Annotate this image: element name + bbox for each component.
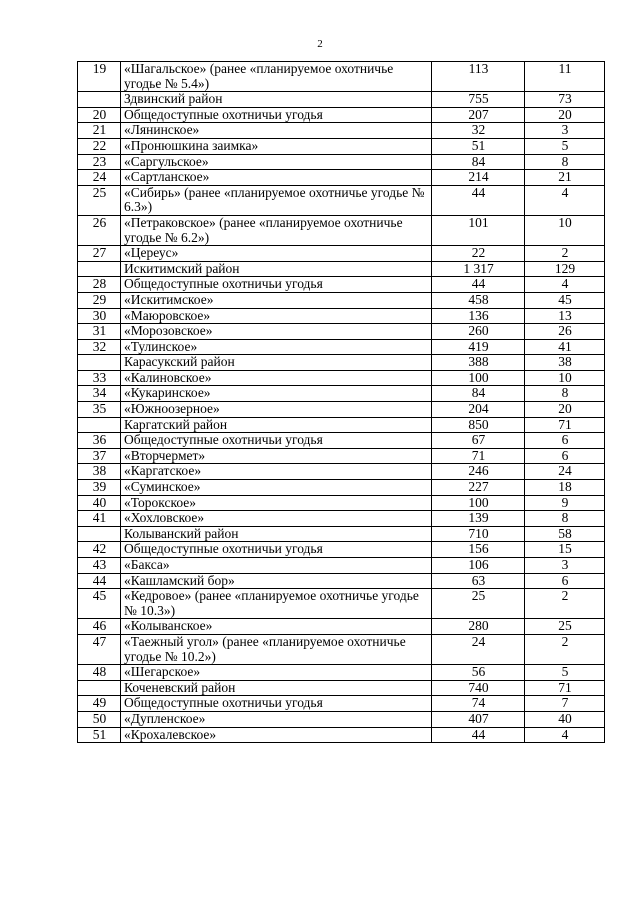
count-cell: 15 [525, 542, 605, 558]
count-cell: 26 [525, 324, 605, 340]
table-row [78, 62, 605, 92]
count-cell: 2 [525, 634, 605, 664]
table-body [78, 62, 605, 743]
table-row [78, 154, 605, 170]
row-number-cell: 32 [78, 339, 121, 355]
area-cell: 850 [432, 417, 525, 433]
row-number-cell: 34 [78, 386, 121, 402]
table-row [78, 123, 605, 139]
ground-name-cell: «Калиновское» [121, 370, 432, 386]
ground-name-cell: «Вторчермет» [121, 448, 432, 464]
row-number-cell [78, 92, 121, 108]
ground-name-cell: Общедоступные охотничьи угодья [121, 696, 432, 712]
count-cell: 5 [525, 138, 605, 154]
count-cell: 20 [525, 107, 605, 123]
count-cell: 4 [525, 185, 605, 215]
area-cell: 51 [432, 138, 525, 154]
count-cell: 20 [525, 402, 605, 418]
row-number-cell: 41 [78, 511, 121, 527]
table-row [78, 370, 605, 386]
row-number-cell [78, 261, 121, 277]
area-cell: 32 [432, 123, 525, 139]
hunting-grounds-table [77, 61, 605, 743]
count-cell: 2 [525, 589, 605, 619]
area-cell: 22 [432, 246, 525, 262]
row-number-cell: 50 [78, 711, 121, 727]
count-cell: 4 [525, 277, 605, 293]
ground-name-cell: Каргатский район [121, 417, 432, 433]
count-cell: 8 [525, 511, 605, 527]
table-row [78, 464, 605, 480]
count-cell: 5 [525, 665, 605, 681]
ground-name-cell: «Колыванское» [121, 619, 432, 635]
count-cell: 38 [525, 355, 605, 371]
ground-name-cell: Общедоступные охотничьи угодья [121, 542, 432, 558]
row-number-cell: 47 [78, 634, 121, 664]
area-cell: 84 [432, 154, 525, 170]
area-cell: 214 [432, 170, 525, 186]
ground-name-cell: «Петраковское» (ранее «планируемое охотничье угодье № 6.2») [121, 215, 432, 245]
count-cell: 129 [525, 261, 605, 277]
count-cell: 8 [525, 154, 605, 170]
table-row [78, 495, 605, 511]
ground-name-cell: «Крохалевское» [121, 727, 432, 743]
row-number-cell [78, 526, 121, 542]
ground-name-cell: «Шагальское» (ранее «планируемое охотничье угодье № 5.4») [121, 62, 432, 92]
row-number-cell: 28 [78, 277, 121, 293]
district-row [78, 417, 605, 433]
area-cell: 113 [432, 62, 525, 92]
row-number-cell: 35 [78, 402, 121, 418]
row-number-cell: 25 [78, 185, 121, 215]
row-number-cell: 24 [78, 170, 121, 186]
area-cell: 106 [432, 558, 525, 574]
area-cell: 204 [432, 402, 525, 418]
row-number-cell: 36 [78, 433, 121, 449]
ground-name-cell: «Сартланское» [121, 170, 432, 186]
count-cell: 3 [525, 123, 605, 139]
table-row [78, 589, 605, 619]
ground-name-cell: «Тулинское» [121, 339, 432, 355]
district-row [78, 355, 605, 371]
district-row [78, 92, 605, 108]
count-cell: 4 [525, 727, 605, 743]
ground-name-cell: Колыванский район [121, 526, 432, 542]
row-number-cell: 45 [78, 589, 121, 619]
area-cell: 84 [432, 386, 525, 402]
ground-name-cell: Общедоступные охотничьи угодья [121, 433, 432, 449]
table-row [78, 324, 605, 340]
row-number-cell: 39 [78, 480, 121, 496]
area-cell: 710 [432, 526, 525, 542]
count-cell: 2 [525, 246, 605, 262]
count-cell: 25 [525, 619, 605, 635]
ground-name-cell: Карасукский район [121, 355, 432, 371]
ground-name-cell: «Сибирь» (ранее «планируемое охотничье угодье № 6.3») [121, 185, 432, 215]
count-cell: 6 [525, 448, 605, 464]
row-number-cell: 38 [78, 464, 121, 480]
count-cell: 9 [525, 495, 605, 511]
table-row [78, 215, 605, 245]
table-row [78, 619, 605, 635]
row-number-cell: 23 [78, 154, 121, 170]
table-row [78, 573, 605, 589]
ground-name-cell: «Хохловское» [121, 511, 432, 527]
count-cell: 41 [525, 339, 605, 355]
count-cell: 10 [525, 215, 605, 245]
table-row [78, 558, 605, 574]
area-cell: 246 [432, 464, 525, 480]
row-number-cell: 43 [78, 558, 121, 574]
ground-name-cell: «Цереус» [121, 246, 432, 262]
table-row [78, 107, 605, 123]
row-number-cell: 37 [78, 448, 121, 464]
count-cell: 73 [525, 92, 605, 108]
count-cell: 6 [525, 433, 605, 449]
district-row [78, 680, 605, 696]
district-row [78, 261, 605, 277]
area-cell: 136 [432, 308, 525, 324]
count-cell: 40 [525, 711, 605, 727]
ground-name-cell: «Кедровое» (ранее «планируемое охотничье угодье № 10.3») [121, 589, 432, 619]
ground-name-cell: «Каргатское» [121, 464, 432, 480]
page-number: 2 [317, 38, 323, 50]
count-cell: 6 [525, 573, 605, 589]
count-cell: 24 [525, 464, 605, 480]
count-cell: 71 [525, 680, 605, 696]
count-cell: 45 [525, 292, 605, 308]
row-number-cell: 49 [78, 696, 121, 712]
area-cell: 156 [432, 542, 525, 558]
ground-name-cell: «Бакса» [121, 558, 432, 574]
count-cell: 71 [525, 417, 605, 433]
row-number-cell: 29 [78, 292, 121, 308]
area-cell: 100 [432, 370, 525, 386]
table-row [78, 308, 605, 324]
table-row [78, 277, 605, 293]
ground-name-cell: «Искитимское» [121, 292, 432, 308]
row-number-cell: 44 [78, 573, 121, 589]
table-row [78, 448, 605, 464]
row-number-cell: 30 [78, 308, 121, 324]
row-number-cell: 26 [78, 215, 121, 245]
row-number-cell: 48 [78, 665, 121, 681]
count-cell: 13 [525, 308, 605, 324]
area-cell: 67 [432, 433, 525, 449]
area-cell: 407 [432, 711, 525, 727]
ground-name-cell: «Южноозерное» [121, 402, 432, 418]
count-cell: 58 [525, 526, 605, 542]
row-number-cell: 20 [78, 107, 121, 123]
table-row [78, 170, 605, 186]
row-number-cell: 33 [78, 370, 121, 386]
ground-name-cell: «Кукаринское» [121, 386, 432, 402]
ground-name-cell: «Шегарское» [121, 665, 432, 681]
area-cell: 740 [432, 680, 525, 696]
ground-name-cell: «Саргульское» [121, 154, 432, 170]
ground-name-cell: «Суминское» [121, 480, 432, 496]
row-number-cell: 19 [78, 62, 121, 92]
table-row [78, 634, 605, 664]
ground-name-cell: «Торокское» [121, 495, 432, 511]
count-cell: 21 [525, 170, 605, 186]
ground-name-cell: Искитимский район [121, 261, 432, 277]
table-row [78, 480, 605, 496]
area-cell: 280 [432, 619, 525, 635]
table-row [78, 727, 605, 743]
row-number-cell: 51 [78, 727, 121, 743]
area-cell: 63 [432, 573, 525, 589]
ground-name-cell: «Таежный угол» (ранее «планируемое охотничье угодье № 10.2») [121, 634, 432, 664]
ground-name-cell: «Дупленское» [121, 711, 432, 727]
table-row [78, 711, 605, 727]
area-cell: 44 [432, 277, 525, 293]
area-cell: 388 [432, 355, 525, 371]
area-cell: 227 [432, 480, 525, 496]
ground-name-cell: «Пронюшкина заимка» [121, 138, 432, 154]
area-cell: 419 [432, 339, 525, 355]
area-cell: 100 [432, 495, 525, 511]
table-row [78, 292, 605, 308]
area-cell: 260 [432, 324, 525, 340]
table-row [78, 246, 605, 262]
area-cell: 207 [432, 107, 525, 123]
row-number-cell [78, 355, 121, 371]
area-cell: 56 [432, 665, 525, 681]
area-cell: 74 [432, 696, 525, 712]
count-cell: 3 [525, 558, 605, 574]
district-row [78, 526, 605, 542]
area-cell: 25 [432, 589, 525, 619]
row-number-cell: 31 [78, 324, 121, 340]
ground-name-cell: Здвинский район [121, 92, 432, 108]
count-cell: 7 [525, 696, 605, 712]
area-cell: 71 [432, 448, 525, 464]
table-row [78, 185, 605, 215]
area-cell: 101 [432, 215, 525, 245]
table-row [78, 665, 605, 681]
table-row [78, 511, 605, 527]
ground-name-cell: «Морозовское» [121, 324, 432, 340]
area-cell: 755 [432, 92, 525, 108]
ground-name-cell: Коченевский район [121, 680, 432, 696]
table-row [78, 386, 605, 402]
ground-name-cell: «Маюровское» [121, 308, 432, 324]
table-row [78, 339, 605, 355]
table-row [78, 402, 605, 418]
row-number-cell: 40 [78, 495, 121, 511]
row-number-cell [78, 417, 121, 433]
area-cell: 44 [432, 727, 525, 743]
count-cell: 18 [525, 480, 605, 496]
row-number-cell: 42 [78, 542, 121, 558]
area-cell: 458 [432, 292, 525, 308]
table-row [78, 433, 605, 449]
table-row [78, 696, 605, 712]
ground-name-cell: Общедоступные охотничьи угодья [121, 277, 432, 293]
ground-name-cell: Общедоступные охотничьи угодья [121, 107, 432, 123]
area-cell: 1 317 [432, 261, 525, 277]
ground-name-cell: «Кашламский бор» [121, 573, 432, 589]
row-number-cell [78, 680, 121, 696]
count-cell: 8 [525, 386, 605, 402]
count-cell: 11 [525, 62, 605, 92]
count-cell: 10 [525, 370, 605, 386]
area-cell: 44 [432, 185, 525, 215]
row-number-cell: 22 [78, 138, 121, 154]
row-number-cell: 27 [78, 246, 121, 262]
area-cell: 139 [432, 511, 525, 527]
row-number-cell: 46 [78, 619, 121, 635]
row-number-cell: 21 [78, 123, 121, 139]
table-row [78, 138, 605, 154]
area-cell: 24 [432, 634, 525, 664]
ground-name-cell: «Лянинское» [121, 123, 432, 139]
table-row [78, 542, 605, 558]
